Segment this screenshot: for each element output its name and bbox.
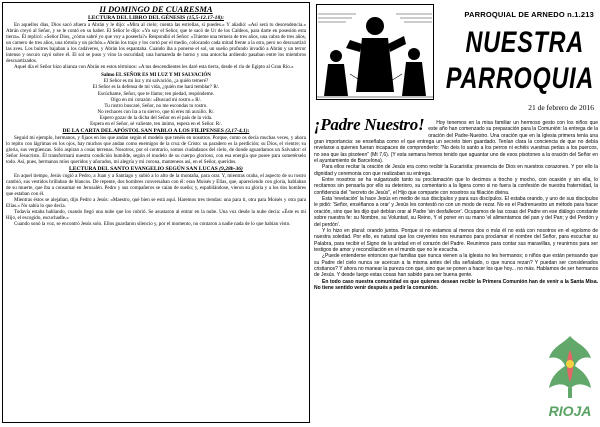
church-illustration [316, 4, 434, 100]
article-banner: ¡Padre Nuestro! [314, 115, 425, 134]
article-paragraph: Entre nosotros se ha vulgarizado tanto su proclamación que lo decimos a trocho y mocho, con ocasión y sin ella, lo recitamos sin pensarla por ello su deterioro, su comentario a la ligera como si no fuera la confesión de nuestra fraternidad, la confidencia del "secreto de Jesús", el Hijo que comparte con nosotros su filiación divina. [314, 177, 598, 196]
parish-label: PARROQUIAL DE ARNEDO n.1.213 [464, 10, 594, 19]
masthead-line2: PARROQUIA [445, 62, 594, 95]
article-paragraph: Hoy tenemos en la misa familiar un hermoso gesto con los niños que este año han comenzado su preparación para la Comunión: la entrega de la oración del Padre-Nuestro. Una oración que en la Iglesia primera tenía una gran importancia: se enseñaba como el que entrega un secreto bien guardado. Tenían clara la conciencia de que no debía revelarse a quienes fueran incapaces de comprenderlo: "No deis lo santo a los perros ni echéis vuestras perlas a los puercos, no sea que las pisoteen" (Mt 7,6). (Y esta semana hemos tenido que aguantar uno de esos pisotones a la oración del Señor en el ayuntamiento de Barcelona). [314, 120, 598, 165]
bulletin-column [314, 2, 598, 423]
reading1-paragraph: Aquel día el Señor hizo alianza con Abrán en estos términos: «A tus descendientes les daré esta tierra, desde el río de Egipto al Gran Río.» [14, 64, 294, 71]
watermark-text: RIOJA [548, 403, 592, 419]
reading2-paragraph: Seguid mi ejemplo, hermanos, y fijaos en los que andan según el modelo que tenéis en nosotros. Porque, como os decía muchas veces, y ahora lo repito con lágrimas en los ojos, hay muchos que andan como enemigos de la cruz de Cristo: su paradero es la perdición; su Dios, el vientre; su gloria, sus vergüenzas. Sólo aspiran a cosas terrenas. Nosotros, por el contrario, somos ciudadanos del cielo, de donde aguardamos un Salvador: el Señor Jesucristo. Él transformará nuestra condición humilde, según el modelo de su cuerpo glorioso, con esa energía que posee para sometérselo todo. Así, pues, hermanos míos queridos y añorados, mi alegría y mi corona, manteneos así, en el Señor, queridos. [6, 134, 306, 165]
gospel-paragraph: En aquel tiempo, Jesús cogió a Pedro, a Juan y a Santiago y subió a lo alto de la montaña, para orar. Y, mientras oraba, el aspecto de su rostro cambió, sus vestidos brillaban de blancos. De repente, dos hombres conversaban con él: eran Moisés y Elías, que, apareciendo con gloria, hablaban de su muerte, que iba a consumar en Jerusalén. Pedro y sus compañeros se caían de sueño; y, espabilándose, vieron su gloria y a los dos hombres que estaban con él. [6, 173, 306, 198]
article-paragraph: En todo caso nuestra comunidad es que quienes desean recibir la Primera Comunión han de venir a la Santa Misa. No tiene sentido venir después a pedir la comunión. [314, 278, 598, 291]
readings-column [2, 2, 310, 423]
article-paragraph: ¿Puede entenderse entonces que familias que nunca vienen a la iglesia no les hermanos; o niños que están pensando que su Padre del cielo nunca se acercan a la misma antes del día señalado, o que nunca rezan? Y puedan ser considerados cristianos? Y ahora no manear la pureza con que, sino que se ponen a hacer los que hoy... no más. Hablamos de ser hermanos de Jesús. Y desde luego estas cosas han sabido para ser buena gente. [314, 253, 598, 279]
reading2-heading: DE LA CARTA DEL APÓSTOL SAN PABLO A LOS FILIPENSES (3,17-4,1): [62, 127, 250, 134]
psalm-line: El Señor es la defensa de mi vida, ¿quién me hará temblar? R/. [92, 84, 220, 91]
reading1-heading: LECTURA DEL LIBRO DEL GÉNESIS (15,5-12.17-18): [87, 15, 224, 21]
psalm-line: Espera en el Señor, sé valiente, ten ánimo, espera en el Señor. R/. [90, 120, 222, 127]
psalm-line: Espero gozar de la dicha del Señor en el país de la vida. [99, 114, 213, 121]
issue-date: 21 de febrero de 2016 [528, 103, 594, 112]
liturgy-title: II DOMINGO DE CUARESMA [99, 4, 213, 14]
article-paragraph: Para ellos recitar la oración de Jesús era como recibir la Eucaristía: presencia de Dios en nuestros corazones. Y por ello la dignidad y ceremonia con que realizaban su entrega. [314, 164, 598, 177]
article-paragraph: Esta 'revelación' la hace Jesús en medio de sus discípulos y para sus discípulos. El estaba orando, y uno de sus discípulos le pidió: 'Señor, enséñanos a orar' y Jesús les contestó no con un modo de rezar. No es el Padrenuestro un método para hacer oración, sino que les dijo qué debían orar al Padre 'sin desfallecer'. Ocupamos de las cosas del Padre en ese diálogo constante sobre nuestra fe: su Nombre, su Voluntad, su Reino, Y el poner en su mano 'el alimentamos del pan y del Pan; y del Perdón y del perdón'. [314, 196, 598, 228]
psalm-line: Escúchame, Señor, que te llamo; ten piedad, respóndeme. [97, 90, 215, 97]
gospel-paragraph: Cuando sonó la voz, se encontró Jesús solo. Ellos guardaron silencio y, por el momento, no contaron a nadie nada de lo que habían visto. [14, 221, 291, 228]
psalm-line: Oigo en mi corazón: «Buscad mi rostro.» R/. [110, 96, 202, 103]
psalm-line: Tu rostro buscaré, Señor, no me escondas tu rostro. [104, 102, 208, 109]
reading1-paragraph: En aquellos días, Dios sacó afuera a Abrán y le dijo: «Mira al cielo; cuenta las estrellas, si puedes.» Y añadió: «Así será tu descendencia.» Abrán creyó al Señor, y se le contó en su haber. El Señor le dijo: «Yo soy el Señor, que te sacó de Ur de los Caldeos, para darte en posesión esta tierra». Él replicó: «Señor Dios, ¿cómo sabré yo que voy a poseerla?» Respondió el Señor: «Tráeme una ternera de tres años, una cabra de tres años, un carnero de tres años, una tórtola y un pichón.» Abrán los trajo y los cortó por el medio, colocando cada mitad frente a la otra, pero no descuartizó las aves. Los buitres bajaban a los cadáveres, y Abrán los espantaba. Cuando iba a ponerse el sol, un sueño profundo invadió a Abrán y un terror intenso y oscuro cayó sobre él. El sol se puso y vino la oscuridad; una humareda de horno y una antorcha ardiendo pasaban entre los miembros descuartizados. [6, 22, 306, 65]
article-body [314, 115, 598, 291]
gospel-paragraph: Mientras éstos se alejaban, dijo Pedro a Jesús: «Maestro, qué bien se está aquí. Haremos tres tiendas: una para ti, otra para Moisés y otra para Elías.» No sabía lo que decía. [6, 197, 306, 210]
gospel-paragraph: Todavía estaba hablando, cuando llegó una nube que los cubrió. Se asustaron al entrar en la nube. Una voz desde la nube decía: «Éste es mi Hijo, el escogido, escuchadle.» [6, 209, 306, 222]
psalm-line: No rechaces con ira a tu siervo, que tú eres mi auxilio. R/. [97, 108, 215, 115]
masthead-line1: NUESTRA [465, 26, 584, 59]
gospel-heading: LECTURA DEL SANTO EVANGELIO SEGÚN SAN LUCAS (9,28b-36) [69, 166, 243, 173]
psalm-line: El Señor es mi luz y mi salvación, ¿a quién temeré? [103, 78, 209, 85]
rioja-watermark-logo [543, 332, 598, 422]
bulletin-header [314, 2, 598, 122]
psalm-heading: Salmo EL SEÑOR ES MI LUZ Y MI SALVACIÓN [101, 72, 211, 79]
article-paragraph: Y lo hizo en plural: orando juntos. Porque si no estamos al menos dos o más él no está con nosotros en el egoísmo de nuestra soledad. Por ello, es natural que los creyentes nos reunamos para proclamar el nombre del Señor, para escuchar su Palabra, para recibir el Signo de la unidad en el corazón del Padre. Reunirnos para contar sus maravillas, y reunirnos para ser testigos de amor y reconciliación en el mundo que no le escucha. [314, 227, 598, 253]
